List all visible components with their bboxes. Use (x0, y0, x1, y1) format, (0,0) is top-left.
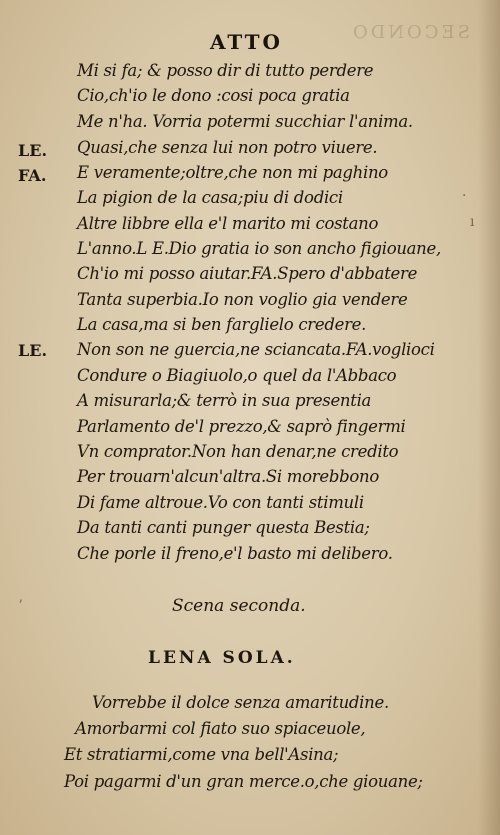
verse-line: Mi si fa; & posso dir di tutto perdere (77, 61, 374, 80)
verse-line: Da tanti canti punger questa Bestia; (77, 518, 370, 537)
verse-line: Quasi,che senza lui non potro viuere. (77, 138, 378, 157)
verse-line: Altre libbre ella e'l marito mi costano (77, 214, 379, 233)
verse-line: Et stratiarmi,come vna bell'Asina; (64, 745, 339, 764)
ink-speck: · (462, 188, 467, 204)
verse-line: Di fame altroue.Vo con tanti stimuli (77, 493, 364, 512)
verse-line: Parlamento de'l prezzo,& saprò fingermi (77, 417, 406, 436)
verse-line: A misurarla;& terrò in sua presentia (77, 391, 372, 410)
speaker-label-lena: LE. (18, 141, 48, 160)
verse-line: Amorbarmi col fiato suo spiaceuole, (75, 719, 366, 738)
verse-line: Condure o Biagiuolo,o quel da l'Abbaco (77, 366, 397, 385)
verse-line: Vorrebbe il dolce senza amaritudine. (92, 693, 389, 712)
bleed-through-text: SECONDO (350, 22, 470, 43)
scene-title: Scena seconda. (172, 596, 306, 616)
running-head: ATTO (210, 30, 283, 54)
verse-line: Tanta superbia.Io non voglio gia vendere (77, 290, 408, 309)
verse-line: E veramente;oltre,che non mi paghino (77, 163, 388, 182)
verse-line: Ch'io mi posso aiutar.FA.Spero d'abbatere (77, 264, 418, 283)
page-fold-shadow (478, 0, 500, 835)
verse-line: La casa,ma si ben farglielo credere. (77, 315, 367, 334)
verse-line: La pigion de la casa;piu di dodici (77, 188, 343, 207)
verse-line: Non son ne guercia,ne sciancata.FA.voglioci (77, 340, 435, 359)
ink-speck: ʼ (18, 598, 23, 614)
verse-line: L'anno.L E.Dio gratia io son ancho figiouane, (77, 239, 441, 258)
verse-line: Cio,ch'io le dono :cosi poca gratia (77, 86, 350, 105)
speaker-label-lena: LE. (18, 341, 48, 360)
verse-line: Che porle il freno,e'l basto mi delibero. (77, 544, 393, 563)
scene-heading: LENA SOLA. (148, 648, 296, 668)
verse-line: Me n'ha. Vorria potermi succhiar l'anima. (77, 112, 413, 131)
ink-speck: ı (470, 214, 475, 230)
verse-line: Vn comprator.Non han denar,ne credito (77, 442, 399, 461)
verse-line: Poi pagarmi d'un gran merce.o,che giouane; (64, 772, 423, 791)
verse-line: Per trouarn'alcun'altra.Si morebbono (77, 467, 379, 486)
speaker-label-fazio: FA. (18, 166, 47, 185)
